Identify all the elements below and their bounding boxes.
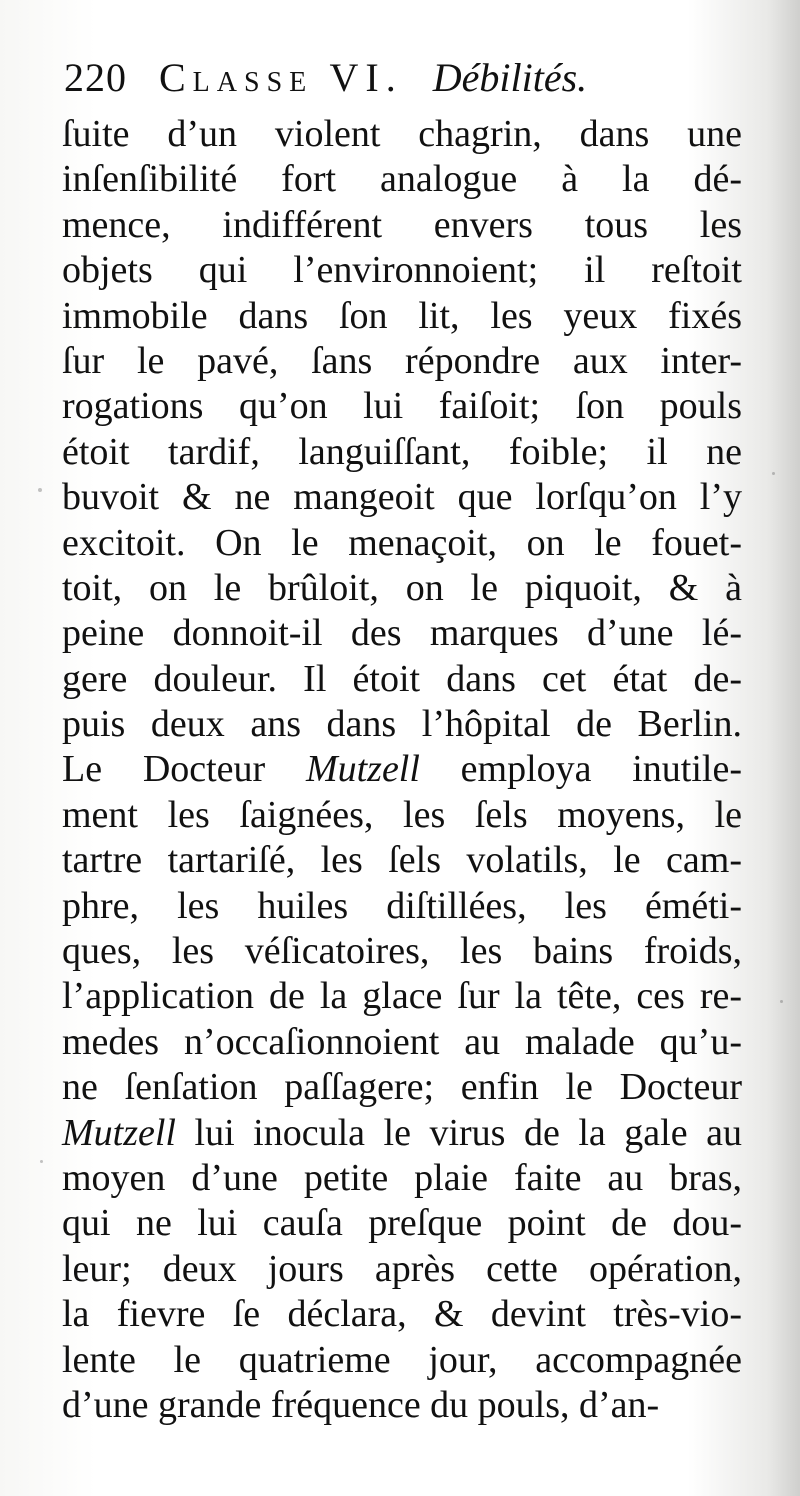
text-line: ques, les véſicatoires, les bains froids, xyxy=(62,930,742,973)
text-line: excitoit. On le menaçoit, on le fouet- xyxy=(62,521,742,564)
text-line: buvoit & ne mangeoit que lorſqu’on l’y xyxy=(62,476,742,519)
paper-speckle xyxy=(772,472,775,475)
paper-speckle xyxy=(38,488,42,492)
text-line: rogations qu’on lui faiſoit; ſon pouls xyxy=(62,385,742,428)
text-line: l’application de la glace ſur la tête, ces re- xyxy=(62,975,742,1018)
text-line: puis deux ans dans l’hôpital de Berlin. xyxy=(62,703,742,746)
text-line: ſuite d’un violent chagrin, dans une xyxy=(62,113,742,155)
text-line: lente le quatrieme jour, accompagnée xyxy=(62,1338,742,1381)
text-line: tartre tartariſé, les ſels volatils, le cam- xyxy=(62,839,742,882)
text-line: toit, on le brûloit, on le piquoit, & à xyxy=(62,566,742,609)
body-text xyxy=(62,112,742,1428)
text-line: ne ſenſation paſſagere; enfin le Docteur xyxy=(62,1066,742,1109)
paper-speckle xyxy=(780,1000,783,1003)
running-head xyxy=(64,48,754,108)
text-line: immobile dans ſon lit, les yeux fixés xyxy=(62,294,742,337)
text-line: objets qui l’environnoient; il reſtoit xyxy=(62,249,742,292)
text-line: peine donnoit-il des marques d’une lé- xyxy=(62,612,742,655)
class-heading: Classe VI. xyxy=(159,55,403,100)
text-line: ſur le pavé, ſans répondre aux inter- xyxy=(62,339,742,382)
text-line: Mutzell lui inocula le virus de la gale au xyxy=(62,1111,742,1154)
text-line: étoit tardif, languiſſant, foible; il ne xyxy=(62,430,742,473)
text-line: moyen d’une petite plaie faite au bras, xyxy=(62,1156,742,1199)
text-line: qui ne lui cauſa preſque point de dou- xyxy=(62,1202,742,1245)
section-heading: Débilités. xyxy=(432,55,588,100)
text-line: leur; deux jours après cette opération, xyxy=(62,1247,742,1290)
text-line: ment les ſaignées, les ſels moyens, le xyxy=(62,793,742,836)
text-line: mence, indifférent envers tous les xyxy=(62,203,742,246)
text-line: d’une grande fréquence du pouls, d’an- xyxy=(62,1383,660,1426)
text-line: Le Docteur Mutzell employa inutile- xyxy=(62,748,742,791)
text-line: medes n’occaſionnoient au malade qu’u- xyxy=(62,1020,742,1063)
page-number: 220 xyxy=(64,55,127,100)
text-line: inſenſibilité fort analogue à la dé- xyxy=(62,158,742,201)
paper-speckle xyxy=(40,1160,43,1163)
text-line: phre, les huiles diſtillées, les éméti- xyxy=(62,884,742,927)
text-line: la fievre ſe déclara, & devint très-vio- xyxy=(62,1293,742,1336)
text-line: gere douleur. Il étoit dans cet état de- xyxy=(62,657,742,700)
